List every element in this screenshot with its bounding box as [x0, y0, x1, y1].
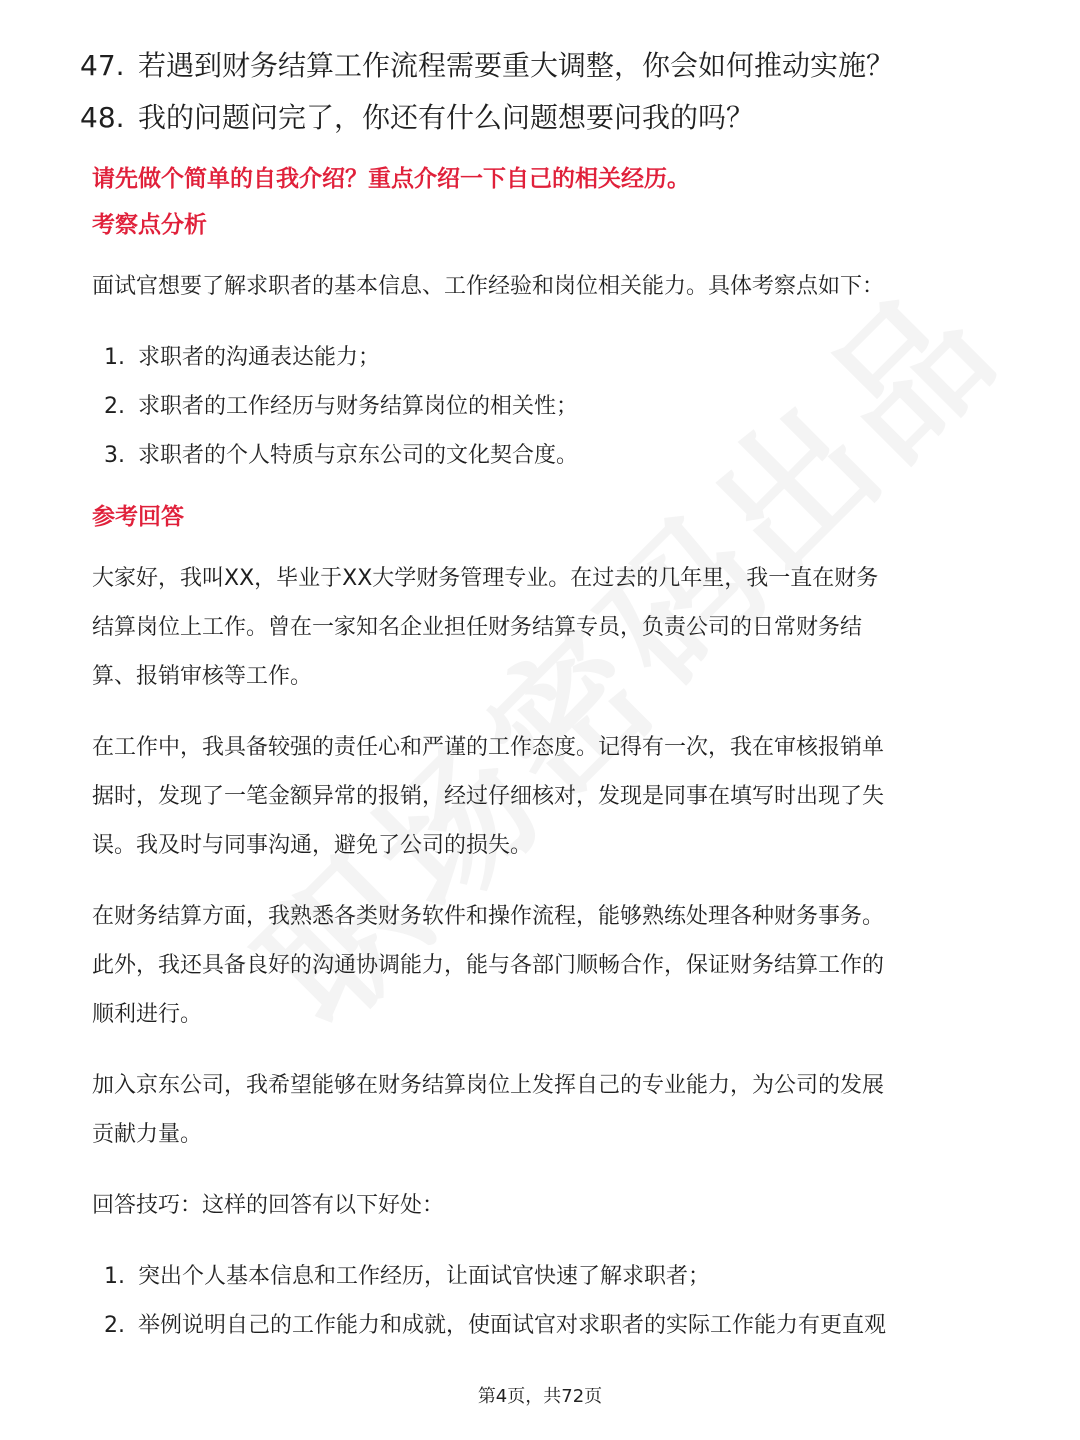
question-text: 若遇到财务结算工作流程需要重大调整，你会如何推动实施？: [138, 49, 895, 82]
paragraph-line: 贡献力量。: [92, 1122, 203, 1147]
item-text: 求职者的工作经历与财务结算岗位的相关性；: [138, 394, 579, 419]
analysis-heading: 考察点分析: [92, 212, 207, 238]
question-text: 我的问题问完了，你还有什么问题想要问我的吗？: [138, 101, 755, 134]
answer-heading: 参考回答: [92, 504, 184, 530]
paragraph-line: 加入京东公司，我希望能够在财务结算岗位上发挥自己的专业能力，为公司的发展: [92, 1073, 885, 1098]
answer-paragraph: [92, 554, 992, 701]
list-item: [80, 92, 894, 144]
list-item: [92, 431, 992, 480]
question-number: 47.: [80, 49, 125, 82]
paragraph-line: 误。我及时与同事沟通，避免了公司的损失。: [92, 833, 533, 858]
list-item: [92, 333, 992, 382]
item-text: 突出个人基本信息和工作经历，让面试官快速了解求职者；: [138, 1264, 711, 1289]
item-number: 2.: [104, 1313, 125, 1338]
item-number: 1.: [104, 345, 125, 370]
question-number: 48.: [80, 101, 125, 134]
answer-paragraph: [92, 892, 992, 1039]
page-footer: 第4页，共72页: [477, 1386, 603, 1407]
list-item: [92, 382, 992, 431]
item-text: 举例说明自己的工作能力和成就，使面试官对求职者的实际工作能力有更直观: [138, 1313, 887, 1338]
list-item: [92, 1301, 992, 1350]
item-number: 2.: [104, 394, 125, 419]
paragraph-line: 据时，发现了一笔金额异常的报销，经过仔细核对，发现是同事在填写时出现了失: [92, 784, 885, 809]
question-list: [80, 40, 894, 144]
answer-paragraph: [92, 723, 992, 870]
paragraph-line: 在工作中，我具备较强的责任心和严谨的工作态度。记得有一次，我在审核报销单: [92, 735, 885, 760]
item-text: 求职者的沟通表达能力；: [138, 345, 381, 370]
paragraph-line: 顺利进行。: [92, 1002, 203, 1027]
list-item: [92, 1252, 992, 1301]
answer-paragraph: [92, 1061, 992, 1159]
item-number: 3.: [104, 443, 125, 468]
paragraph-line: 在财务结算方面，我熟悉各类财务软件和操作流程，能够熟练处理各种财务事务。: [92, 904, 885, 929]
section-title: 请先做个简单的自我介绍？重点介绍一下自己的相关经历。: [92, 166, 690, 192]
paragraph-line: 算、报销审核等工作。: [92, 664, 313, 689]
paragraph-line: 结算岗位上工作。曾在一家知名企业担任财务结算专员，负责公司的日常财务结: [92, 615, 863, 640]
list-item: [80, 40, 894, 92]
tips-intro: 回答技巧：这样的回答有以下好处：: [92, 1193, 445, 1218]
analysis-intro: 面试官想要了解求职者的基本信息、工作经验和岗位相关能力。具体考察点如下：: [92, 274, 885, 299]
paragraph-line: 大家好，我叫XX，毕业于XX大学财务管理专业。在过去的几年里，我一直在财务: [92, 566, 879, 591]
item-text: 求职者的个人特质与京东公司的文化契合度。: [138, 443, 579, 468]
tips-list: [92, 1252, 992, 1350]
analysis-list: [92, 333, 992, 480]
paragraph-line: 此外，我还具备良好的沟通协调能力，能与各部门顺畅合作，保证财务结算工作的: [92, 953, 885, 978]
main-content: [92, 156, 992, 1350]
item-number: 1.: [104, 1264, 125, 1289]
